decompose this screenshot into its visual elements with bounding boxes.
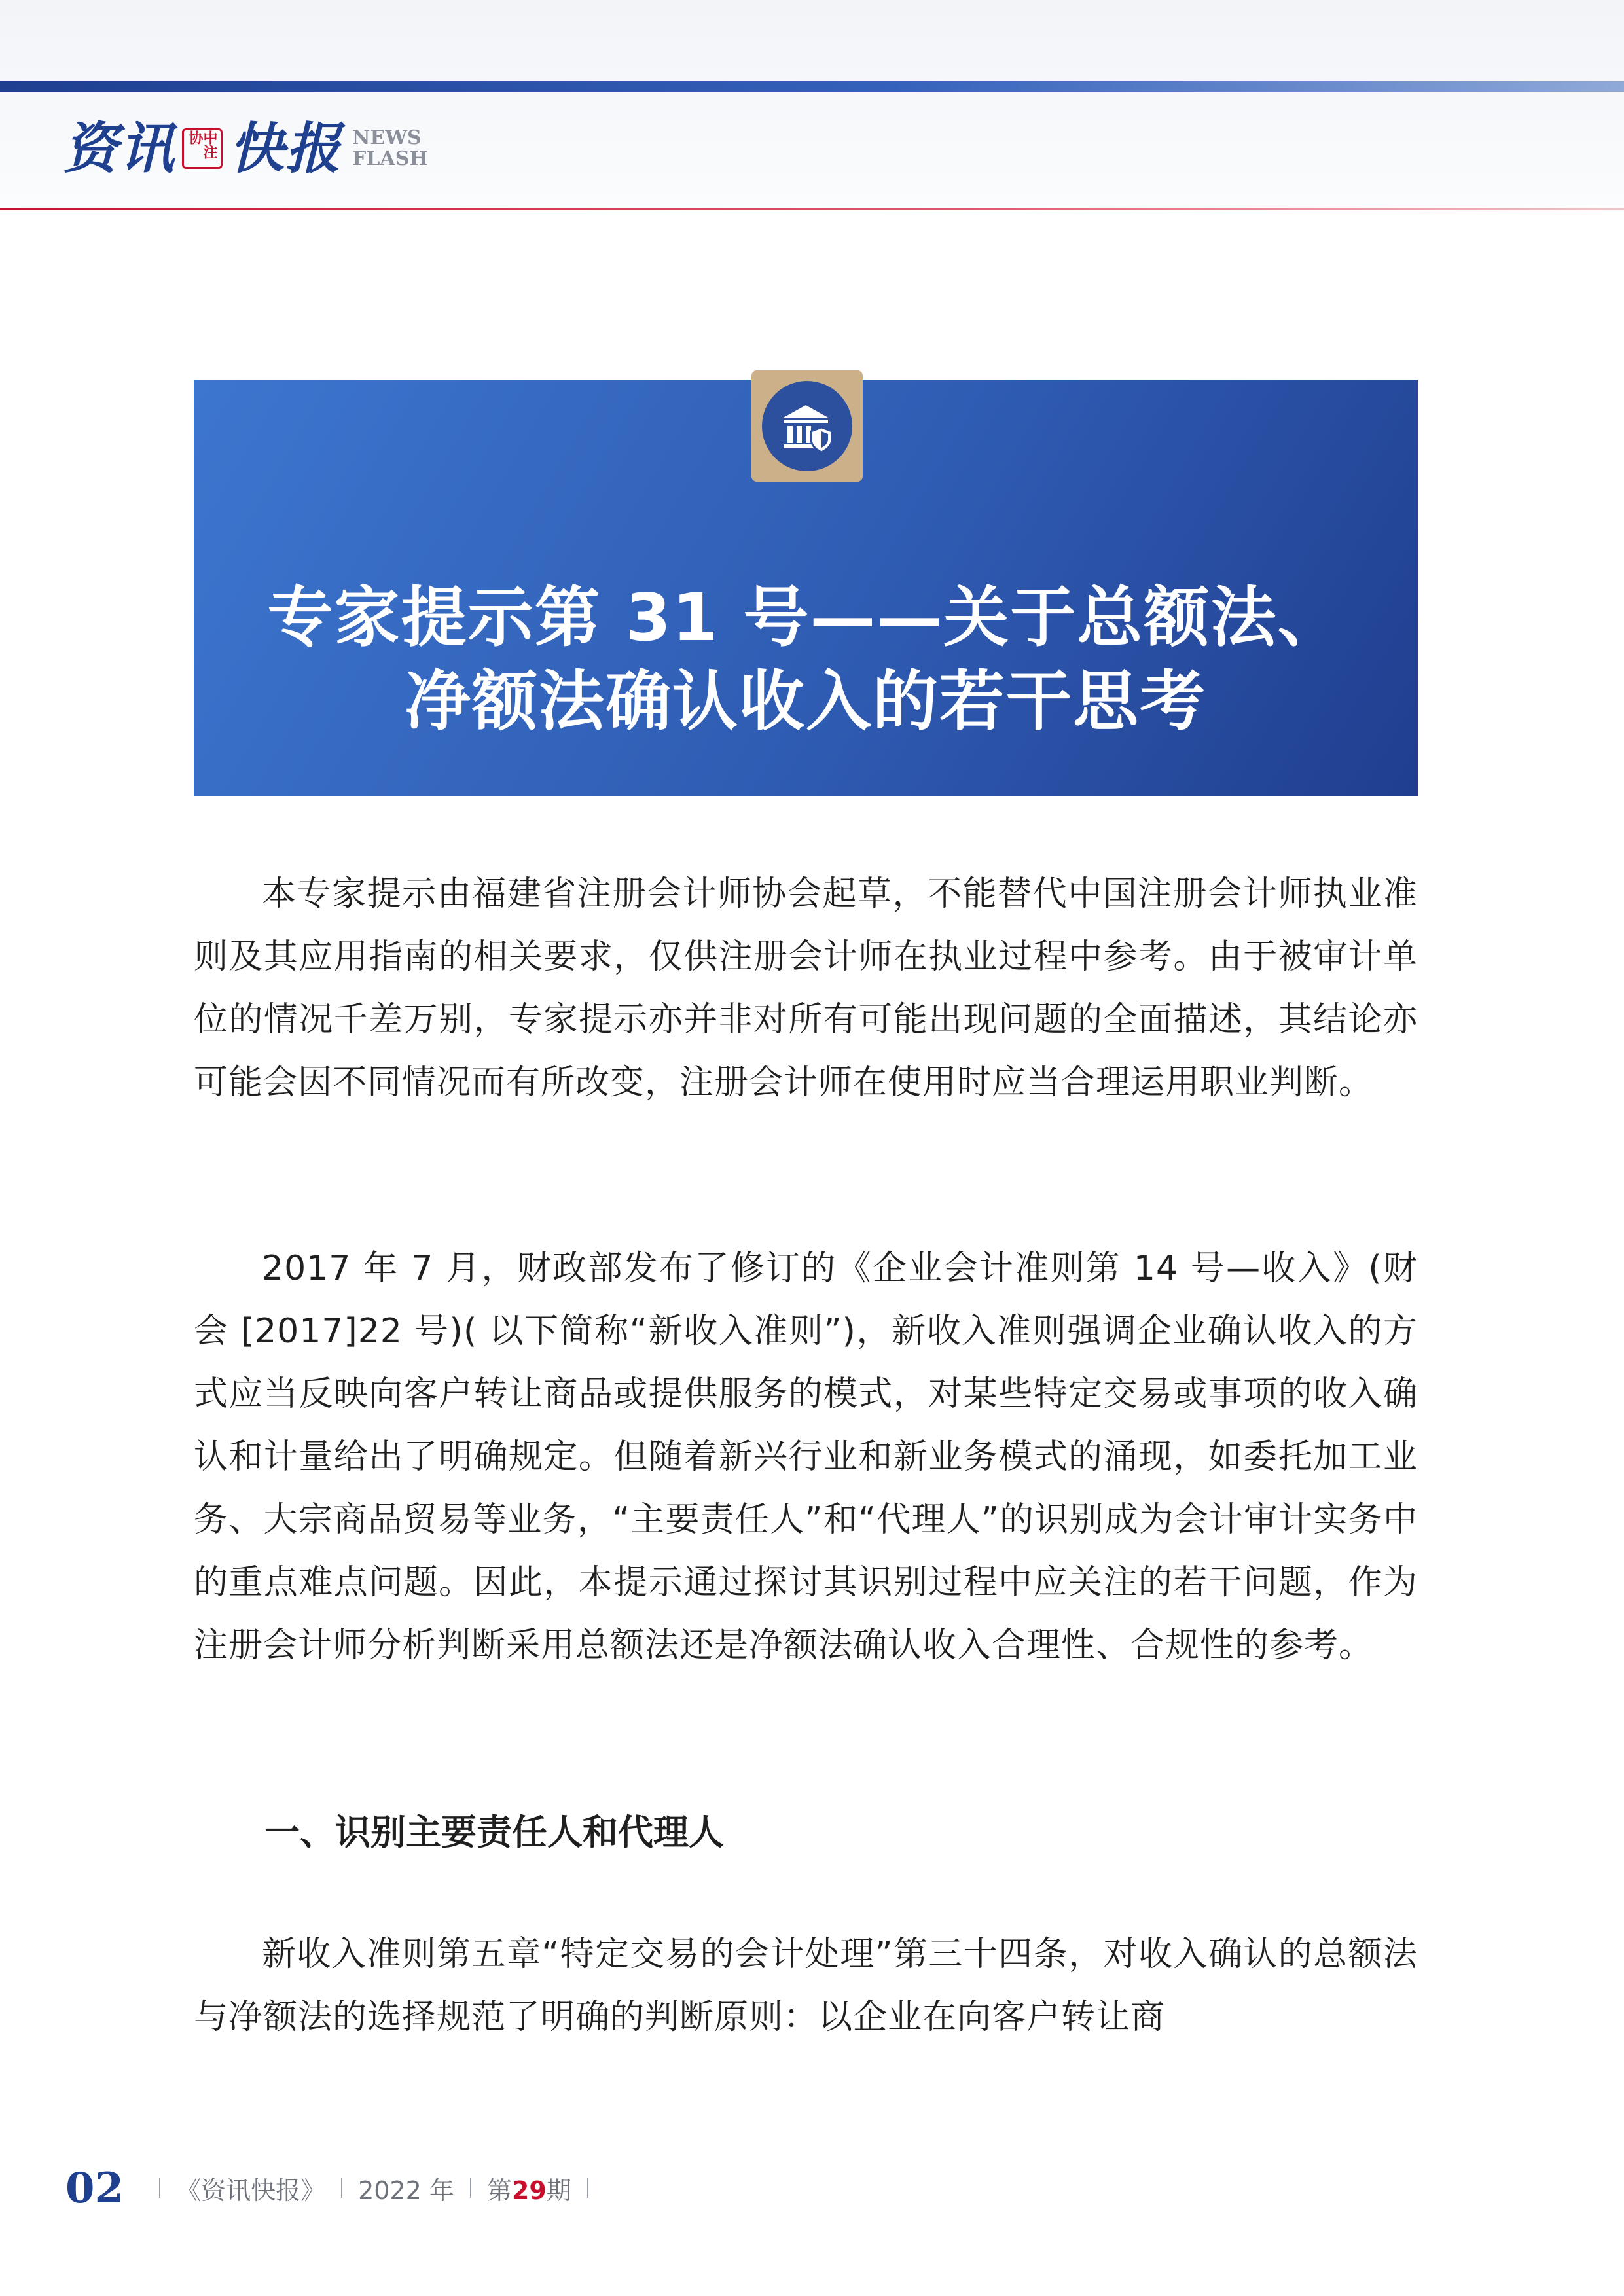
- page-number: 02: [65, 2163, 124, 2213]
- background-section: [194, 1237, 1418, 1677]
- masthead-seal: 中注协: [182, 128, 223, 169]
- footer-year: 2022 年: [358, 2176, 454, 2205]
- footer-issue-number: 29: [511, 2176, 547, 2205]
- header-top-rule: [0, 81, 1624, 92]
- bank-shield-icon: [751, 370, 863, 482]
- masthead-english-line2: FLASH: [352, 147, 428, 170]
- intro-section: [194, 863, 1418, 1114]
- masthead-title-right: 快报: [229, 116, 342, 181]
- section-body: [194, 1923, 1418, 2049]
- footer-issue-suffix: 期: [546, 2176, 571, 2205]
- page-title-line1: 专家提示第 31 号——关于总额法、: [267, 579, 1344, 656]
- masthead-title-left: 资讯: [63, 116, 176, 181]
- footer-separator: [159, 2178, 160, 2198]
- page-title: [194, 576, 1418, 744]
- section-paragraph: 新收入准则第五章“特定交易的会计处理”第三十四条，对收入确认的总额法与净额法的选择规范了明确的判断原则：以企业在向客户转让商: [194, 1935, 1418, 2037]
- footer-publication: 《资讯快报》: [176, 2176, 326, 2205]
- footer-separator: [587, 2178, 588, 2198]
- section-heading: 一、识别主要责任人和代理人: [264, 1812, 724, 1853]
- footer-separator: [341, 2178, 342, 2198]
- page-footer: [65, 2159, 604, 2217]
- masthead-english: [352, 128, 428, 170]
- emblem-circle: [762, 381, 852, 471]
- footer-separator: [470, 2178, 471, 2198]
- background-paragraph: 2017 年 7 月，财政部发布了修订的《企业会计准则第 14 号—收入》(财会 [2017]22 号)( 以下简称“新收入准则”)，新收入准则强调企业确认收入的方式应当反映向客户转让商品或提供服务的模式，对某些特定交易或事项的收入确认和计量给出了明确规定。但随着新兴行业和新业务模式的涌现，如委托加工业务、大宗商品贸易等业务，“主要责任人”和“代理人”的识别成为会计审计实务中的重点难点问题。因此，本提示通过探讨其识别过程中应关注的若干问题，作为注册会计师分析判断采用总额法还是净额法确认收入合理性、合规性的参考。: [194, 1249, 1418, 1665]
- footer-issue-prefix: 第: [486, 2176, 512, 2205]
- intro-paragraph: 本专家提示由福建省注册会计师协会起草，不能替代中国注册会计师执业准则及其应用指南的相关要求，仅供注册会计师在执业过程中参考。由于被审计单位的情况千差万别，专家提示亦并非对所有可能出现问题的全面描述，其结论亦可能会因不同情况而有所改变，注册会计师在使用时应当合理运用职业判断。: [194, 874, 1418, 1102]
- bank-shield-glyph: [776, 395, 839, 457]
- masthead: [63, 113, 428, 185]
- footer-issue: [487, 2170, 571, 2206]
- masthead-english-line1: NEWS: [352, 126, 422, 149]
- page-title-line2: 净额法确认收入的若干思考: [405, 663, 1206, 740]
- header-divider: [0, 208, 1624, 210]
